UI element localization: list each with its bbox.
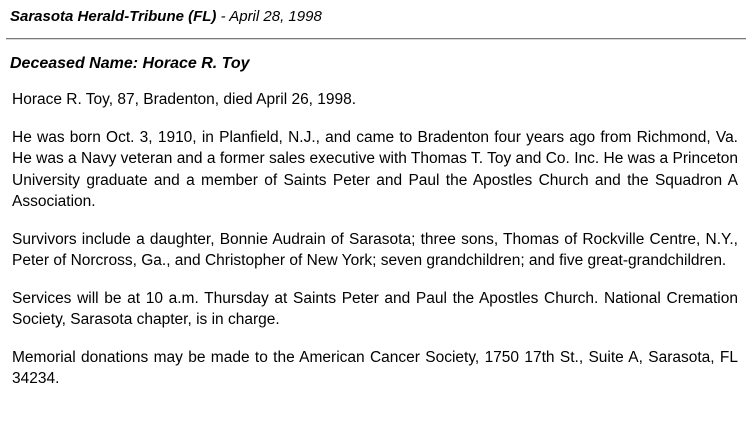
publication-name: Sarasota Herald-Tribune (FL) bbox=[10, 8, 217, 25]
publication-header bbox=[10, 0, 743, 30]
obituary-paragraph-services: Services will be at 10 a.m. Thursday at Saints Peter and Paul the Apostles Church. National Cremation Society, Sarasota chapter, is in charge. bbox=[12, 289, 738, 328]
obituary-paragraph-summary: Horace R. Toy, 87, Bradenton, died April 26, 1998. bbox=[12, 91, 357, 108]
header-separator: - bbox=[216, 8, 230, 25]
obituary-paragraph-survivors: Survivors include a daughter, Bonnie Audrain of Sarasota; three sons, Thomas of Rockville Centre, N.Y., Peter of Norcross, Ga., and Christopher of New York; seven grandchildren; and five great-grandchildren. bbox=[12, 230, 738, 269]
header-divider bbox=[6, 38, 746, 40]
obituary-paragraph-biography: He was born Oct. 3, 1910, in Planfield, N.J., and came to Bradenton four years ago from Richmond, Va. He was a Navy veteran and a former sales executive with Thomas T. Toy and Co. Inc. He was a Princeton University graduate and a member of Saints Peter and Paul the Apostles Church and the Squadron A Association. bbox=[12, 128, 738, 210]
obituary-paragraph-donations: Memorial donations may be made to the American Cancer Society, 1750 17th St., Suite A, Sarasota, FL 34234. bbox=[12, 348, 738, 387]
publication-date: April 28, 1998 bbox=[229, 8, 322, 25]
deceased-name-heading: Deceased Name: Horace R. Toy bbox=[10, 55, 250, 72]
